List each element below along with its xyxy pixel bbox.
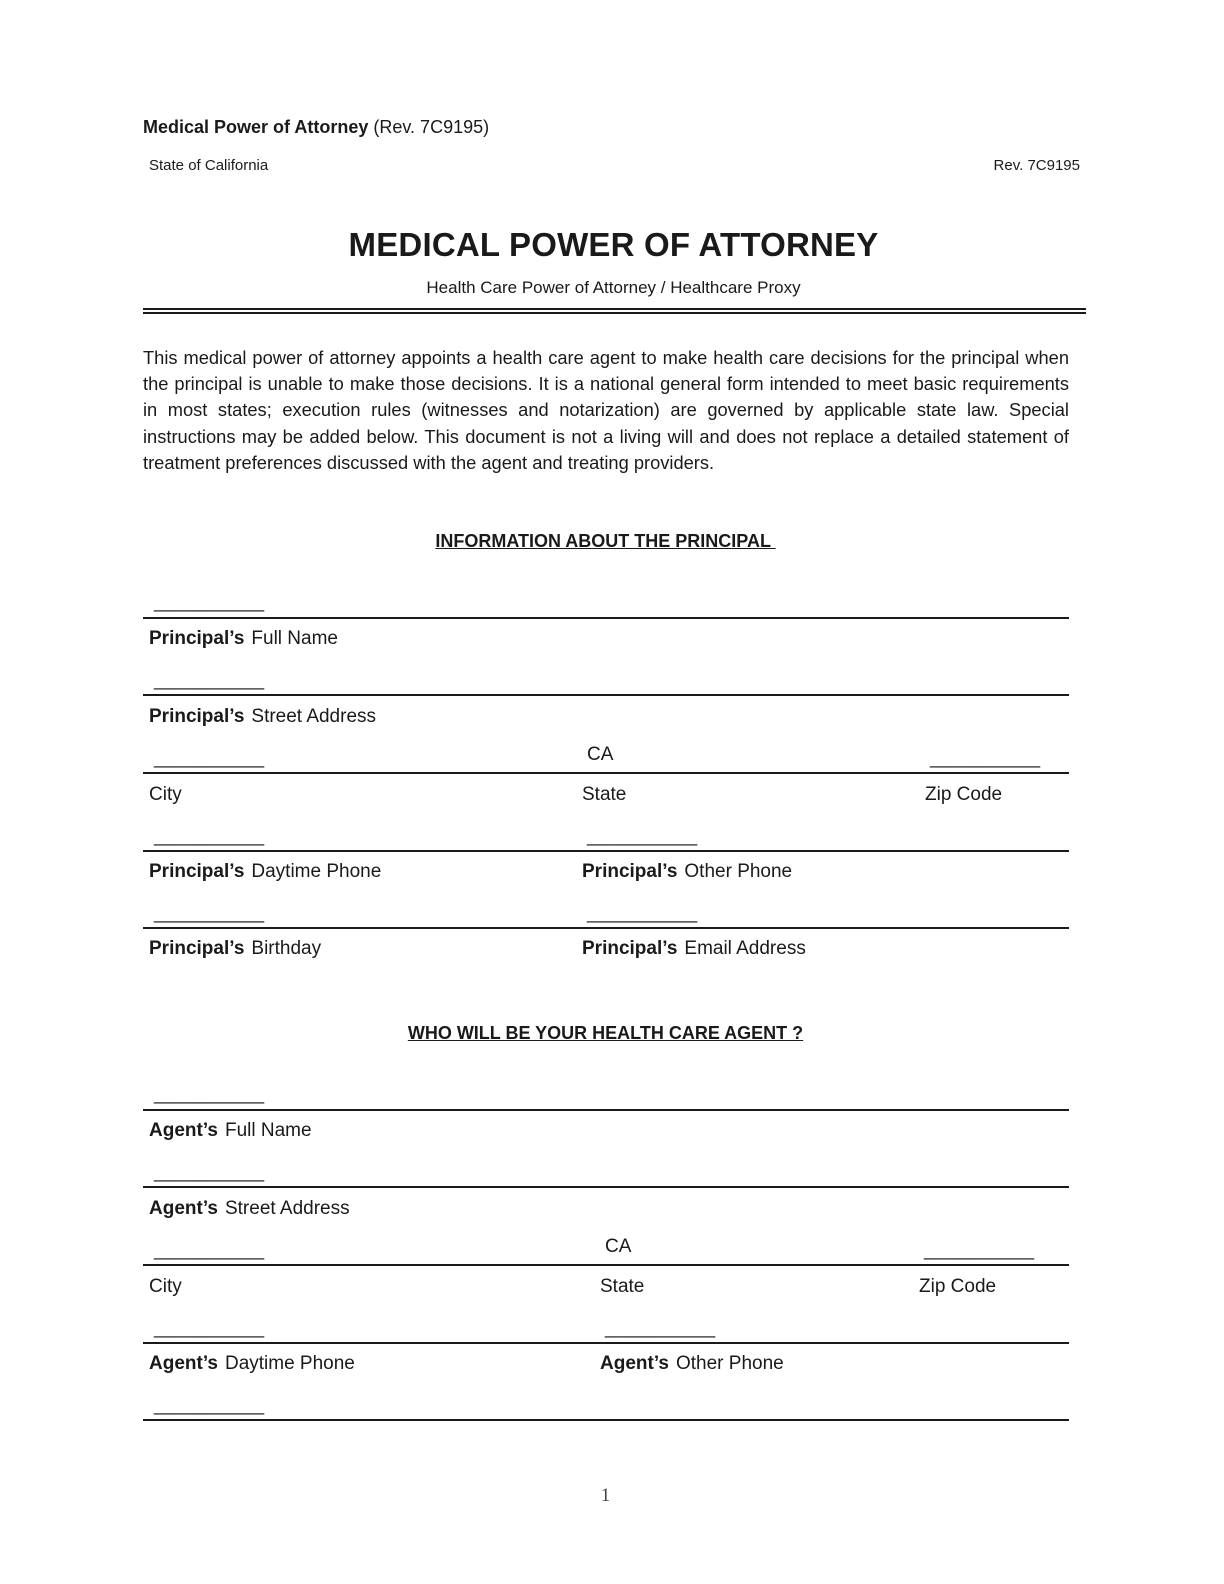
daytime-phone-text: Daytime Phone — [251, 861, 382, 882]
principal-prefix: Principal’s — [149, 938, 245, 959]
agent-zip-field[interactable]: ___________ — [924, 1240, 1035, 1260]
agent-street-label — [149, 1198, 350, 1220]
principal-email-label — [582, 938, 806, 960]
agent-state-label: State — [600, 1276, 645, 1297]
principal-prefix: Principal’s — [149, 628, 245, 649]
principal-birthday-label — [149, 938, 321, 960]
birthday-text: Birthday — [251, 938, 322, 959]
principal-birthday-field[interactable]: ___________ — [154, 903, 265, 923]
doc-title-rev: (Rev. 7C9195) — [373, 117, 490, 137]
email-text: Email Address — [684, 938, 806, 959]
agent-daytime-phone-field[interactable]: ___________ — [154, 1318, 265, 1338]
agent-city-field[interactable]: ___________ — [154, 1240, 265, 1260]
agent-extra-field[interactable]: ___________ — [154, 1395, 265, 1415]
agent-full-name-field[interactable]: ___________ — [154, 1084, 265, 1104]
principal-full-name-field[interactable]: ___________ — [154, 592, 265, 612]
document-header — [143, 117, 489, 138]
agent-zip-label: Zip Code — [919, 1276, 997, 1297]
agent-extra-rule — [143, 1419, 1069, 1421]
agent-city-label: City — [149, 1276, 182, 1297]
double-rule — [143, 308, 1086, 314]
principal-prefix: Principal’s — [582, 861, 678, 882]
other-phone-text: Other Phone — [675, 1353, 784, 1374]
principal-other-phone-field[interactable]: ___________ — [587, 826, 698, 846]
principal-street-field[interactable]: ___________ — [154, 670, 265, 690]
principal-full-name-label — [149, 628, 338, 650]
principal-daytime-phone-field[interactable]: ___________ — [154, 826, 265, 846]
other-phone-text: Other Phone — [684, 861, 793, 882]
principal-state-label: State — [582, 784, 627, 805]
revision-label: Rev. 7C9195 — [993, 157, 1080, 174]
agent-full-name-rule — [143, 1109, 1069, 1111]
full-name-text: Full Name — [251, 628, 338, 649]
street-address-text: Street Address — [251, 706, 377, 727]
intro-paragraph: This medical power of attorney appoints a health care agent to make health care decisions for the principal when the principal is unable to make those decisions. It is a national general form intended to meet basic requirements in most states; execution rules (witnesses and notarization) are governed by applicable state law. Special instructions may be added below. This document is not a living will and does not replace a detailed statement of treatment preferences discussed with the agent and treating providers. — [143, 347, 1069, 473]
agent-full-name-label — [149, 1120, 312, 1142]
principal-street-label — [149, 706, 376, 728]
agent-prefix: Agent’s — [149, 1120, 218, 1141]
principal-state-value[interactable]: CA — [587, 744, 614, 765]
agent-other-phone-field[interactable]: ___________ — [605, 1318, 716, 1338]
page-title: MEDICAL POWER OF ATTORNEY — [348, 226, 879, 263]
doc-title-bold: Medical Power of Attorney — [143, 117, 369, 137]
agent-street-field[interactable]: ___________ — [154, 1162, 265, 1182]
principal-phone-rule — [143, 850, 1069, 852]
principal-birthday-rule — [143, 927, 1069, 929]
principal-zip-label: Zip Code — [925, 784, 1003, 805]
principal-city-field[interactable]: ___________ — [154, 748, 265, 768]
state-label: State of California — [149, 157, 269, 174]
principal-daytime-phone-label — [149, 861, 381, 883]
principal-city-rule — [143, 772, 1069, 774]
principal-street-rule — [143, 694, 1069, 696]
principal-prefix: Principal’s — [582, 938, 678, 959]
principal-zip-field[interactable]: ___________ — [930, 748, 1041, 768]
principal-full-name-rule — [143, 617, 1069, 619]
principal-prefix: Principal’s — [149, 861, 245, 882]
principal-other-phone-label — [582, 861, 792, 883]
agent-other-phone-label — [600, 1353, 784, 1375]
agent-phone-rule — [143, 1342, 1069, 1344]
principal-prefix: Principal’s — [149, 706, 245, 727]
page-number: 1 — [600, 1485, 611, 1506]
agent-prefix: Agent’s — [149, 1198, 218, 1219]
agent-daytime-phone-label — [149, 1353, 355, 1375]
full-name-text: Full Name — [224, 1120, 312, 1141]
agent-state-value[interactable]: CA — [605, 1236, 632, 1257]
agent-street-rule — [143, 1186, 1069, 1188]
agent-city-rule — [143, 1264, 1069, 1266]
agent-prefix: Agent’s — [600, 1353, 669, 1374]
principal-email-field[interactable]: ___________ — [587, 903, 698, 923]
principal-section-heading: INFORMATION ABOUT THE PRINCIPAL — [435, 531, 776, 551]
agent-section-heading: WHO WILL BE YOUR HEALTH CARE AGENT ? — [407, 1023, 804, 1043]
page-subtitle: Health Care Power of Attorney / Healthcare Proxy — [426, 278, 801, 297]
daytime-phone-text: Daytime Phone — [224, 1353, 355, 1374]
principal-city-label: City — [149, 784, 182, 805]
agent-prefix: Agent’s — [149, 1353, 218, 1374]
street-address-text: Street Address — [224, 1198, 350, 1219]
